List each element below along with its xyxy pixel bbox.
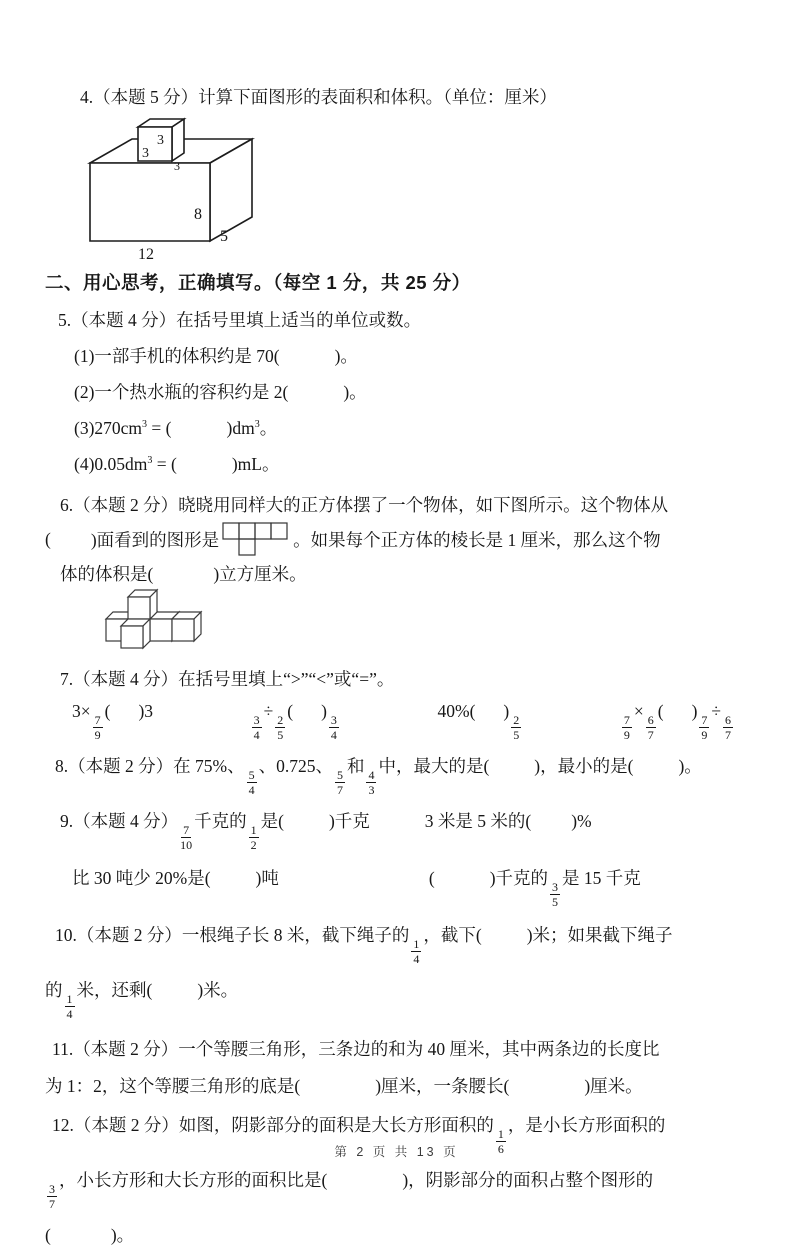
q7-group-2	[250, 701, 341, 741]
text-run: ，是小长方形面积的	[507, 1115, 666, 1135]
text-run: 、0.725、	[258, 756, 333, 776]
text-run: ÷	[711, 701, 721, 721]
text-run: )3	[138, 701, 154, 721]
q6-line-3	[60, 561, 793, 586]
fraction-numerator: 2	[277, 713, 284, 727]
fraction-numerator: 3	[49, 1182, 55, 1196]
fraction-numerator: 7	[183, 823, 190, 837]
text-run: 米，还剩(	[76, 980, 153, 1000]
text-run: 比 30 吨少 20%是(	[72, 868, 211, 888]
exam-page	[0, 84, 793, 1245]
fraction	[247, 769, 257, 796]
q7-group-1	[72, 701, 153, 741]
fraction-numerator: 1	[413, 937, 420, 951]
q8-line	[55, 753, 793, 796]
fraction	[65, 993, 75, 1020]
fraction-numerator: 3	[253, 713, 260, 727]
text-run: )，阴影部分的面积占整个图形的	[402, 1170, 654, 1190]
text-run: )%	[571, 811, 592, 831]
text-run: ×	[633, 701, 644, 721]
text-run: = (	[152, 454, 177, 474]
text-run: (	[45, 528, 51, 549]
q5-item-3	[74, 415, 793, 440]
text-run: )吨	[255, 868, 279, 888]
fraction	[275, 714, 285, 741]
text-run: ÷	[263, 701, 274, 721]
fraction-numerator: 7	[623, 713, 630, 727]
square	[239, 539, 255, 555]
fraction-numerator: 1	[497, 1127, 504, 1141]
q5-item-2	[74, 379, 793, 404]
square	[223, 523, 239, 539]
q11-line-2	[45, 1073, 793, 1098]
fraction-denominator: 4	[248, 783, 255, 797]
text-run: (3)270cm	[74, 418, 143, 438]
fraction	[249, 824, 259, 851]
fraction-numerator: 6	[647, 713, 654, 727]
fraction	[93, 714, 103, 741]
q10-line-2	[45, 977, 793, 1020]
text-run: (1)一部手机的体积约是 70(	[74, 346, 280, 366]
text-run: )	[503, 701, 510, 721]
q4-title: 4.（本题 5 分）计算下面图形的表面积和体积。（单位：厘米）	[80, 87, 557, 107]
fraction-denominator: 10	[180, 838, 193, 852]
fraction-numerator: 7	[701, 713, 708, 727]
fraction	[511, 714, 521, 741]
fraction-denominator: 5	[552, 895, 559, 909]
text-run: )，最小的是(	[534, 756, 634, 776]
q10-line-1	[55, 922, 793, 965]
superscript: 3	[142, 419, 148, 431]
fraction-numerator: 6	[725, 713, 731, 727]
text-run: 10.（本题 2 分）一根绳子长 8 米，截下绳子的	[55, 925, 410, 945]
fraction-denominator: 9	[623, 728, 630, 742]
box-depth-label: 5	[220, 228, 228, 245]
text-run: 。如果每个正方体的棱长是 1 厘米，那么这个物	[293, 529, 661, 550]
q7-comparisons	[72, 701, 735, 741]
q11-line-1: 11.（本题 2 分）一个等腰三角形，三条边的和为 40 厘米，其中两条边的长度比	[52, 1039, 660, 1059]
text-run: )面看到的图形是	[90, 529, 220, 550]
q5-item-4	[74, 451, 793, 476]
fraction	[335, 769, 345, 796]
row-cube-4	[172, 612, 201, 641]
superscript: 3	[147, 455, 153, 467]
q7-title: 7.（本题 4 分）在括号里填上“>”“<”或“=”。	[60, 669, 395, 689]
text-run: 12.（本题 2 分）如图，阴影部分的面积是大长方形面积的	[52, 1115, 494, 1135]
q5-title: 5.（本题 4 分）在括号里填上适当的单位或数。	[58, 310, 422, 330]
fraction-denominator: 7	[647, 728, 654, 742]
fraction-denominator: 9	[701, 728, 708, 742]
fraction-numerator: 5	[248, 768, 255, 782]
q6-line-2	[45, 522, 793, 556]
text-run: (4)0.05dm	[74, 454, 148, 474]
text-run: 40%(	[437, 701, 476, 721]
fraction-numerator: 4	[368, 768, 375, 782]
text-run: )。	[334, 346, 358, 366]
top-cube	[128, 590, 157, 619]
text-run: )厘米，一条腰长(	[375, 1076, 510, 1096]
fraction	[47, 1183, 57, 1210]
q6-line-1: 6.（本题 2 分）晓晓用同样大的正方体摆了一个物体，如下图所示。这个物体从	[60, 495, 669, 515]
text-run: ，小长方形和大长方形的面积比是(	[59, 1170, 328, 1190]
fraction-denominator: 6	[497, 1142, 504, 1156]
text-run: )米。	[197, 980, 239, 1000]
text-run: (	[287, 701, 294, 721]
q7-group-4	[620, 701, 735, 741]
text-run: 9.（本题 4 分）	[60, 811, 179, 831]
text-run: 8.（本题 2 分）在 75%、	[55, 756, 245, 776]
fraction	[329, 714, 339, 741]
text-run: )mL。	[231, 454, 280, 474]
fraction	[622, 714, 632, 741]
text-run: 3×	[72, 701, 91, 721]
text-run: 千克的	[194, 811, 247, 831]
text-run: 和	[346, 756, 365, 776]
fraction-numerator: 3	[552, 880, 559, 894]
q12-line-3	[45, 1222, 793, 1247]
text-run: )	[691, 701, 698, 721]
cuboid-with-cube-figure	[82, 117, 297, 263]
text-run: )千克的	[489, 868, 549, 888]
q6-cubes-figure	[98, 594, 793, 658]
text-run: )	[321, 701, 327, 721]
text-run: 3 米是 5 米的(	[424, 811, 532, 831]
superscript: 3	[254, 419, 260, 431]
q9-line-2	[72, 865, 793, 908]
view-shape-figure	[222, 522, 290, 556]
text-run: 为 1：2，这个等腰三角形的底是(	[45, 1076, 301, 1096]
fraction-denominator: 4	[66, 1007, 73, 1021]
text-run: )千克	[328, 811, 370, 831]
fraction-denominator: 7	[336, 783, 343, 797]
text-run: 是 15 千克	[562, 868, 641, 888]
fraction-denominator: 5	[513, 728, 520, 742]
fraction-numerator: 5	[336, 768, 343, 782]
fraction-denominator: 4	[253, 728, 260, 742]
text-run: ，截下(	[423, 925, 482, 945]
fraction-numerator: 2	[513, 713, 520, 727]
q7-group-3	[438, 701, 524, 741]
stacked-cubes-figure	[98, 594, 220, 658]
text-run: )。	[678, 756, 702, 776]
text-run: )厘米。	[584, 1076, 643, 1096]
front-cube	[121, 619, 150, 648]
fraction-numerator: 1	[250, 823, 257, 837]
text-run: (2)一个热水瓶的容积约是 2(	[74, 382, 289, 402]
text-run: 的	[45, 980, 63, 1000]
text-run: (	[428, 868, 435, 888]
q4-box-figure	[82, 117, 793, 263]
text-run: 体的体积是(	[60, 564, 154, 584]
box-width-label: 12	[138, 246, 154, 263]
text-run: = (	[147, 418, 172, 438]
text-run: 中，最大的是(	[378, 756, 490, 776]
fraction	[252, 714, 262, 741]
cube-depth-label: 3	[174, 159, 180, 173]
fraction	[411, 938, 421, 965]
square	[239, 523, 255, 539]
fraction-denominator: 9	[94, 728, 101, 742]
text-run: 是(	[260, 811, 284, 831]
fraction-numerator: 7	[94, 713, 101, 727]
q9-line-1	[60, 808, 793, 851]
text-run: )立方厘米。	[213, 564, 307, 584]
fraction	[646, 714, 656, 741]
cube-top-label: 3	[157, 133, 164, 148]
q5-item-1	[74, 343, 793, 368]
fraction	[699, 714, 709, 741]
cube-right-face	[172, 119, 184, 161]
fraction	[180, 824, 192, 851]
fraction	[366, 769, 376, 796]
fraction-denominator: 4	[413, 952, 420, 966]
fraction-denominator: 7	[49, 1197, 55, 1211]
section-2-heading: 二、用心思考，正确填写。（每空 1 分，共 25 分）	[45, 272, 471, 293]
text-run: 。	[259, 418, 278, 438]
text-run: )米；如果截下绳子	[526, 925, 673, 945]
q12-line-2	[45, 1167, 793, 1210]
fraction-numerator: 1	[66, 992, 73, 1006]
square	[255, 523, 271, 539]
text-run: (	[657, 701, 664, 721]
fraction-denominator: 4	[330, 728, 337, 742]
fraction	[723, 714, 733, 741]
text-run: (	[45, 1225, 51, 1245]
text-run: )。	[110, 1225, 135, 1245]
box-height-label: 8	[194, 206, 202, 223]
fraction-denominator: 5	[277, 728, 284, 742]
box-front-face	[90, 163, 210, 241]
page-footer: 第 2 页 共 13 页	[334, 1145, 459, 1159]
text-run: )。	[343, 382, 367, 402]
fraction-denominator: 2	[250, 838, 257, 852]
square	[271, 523, 287, 539]
fraction-numerator: 3	[330, 713, 337, 727]
cube-left-label: 3	[142, 146, 149, 161]
fraction-denominator: 7	[725, 728, 731, 742]
text-run: (	[104, 701, 111, 721]
fraction-denominator: 3	[368, 783, 375, 797]
fraction	[550, 881, 560, 908]
text-run: )dm	[226, 418, 255, 438]
